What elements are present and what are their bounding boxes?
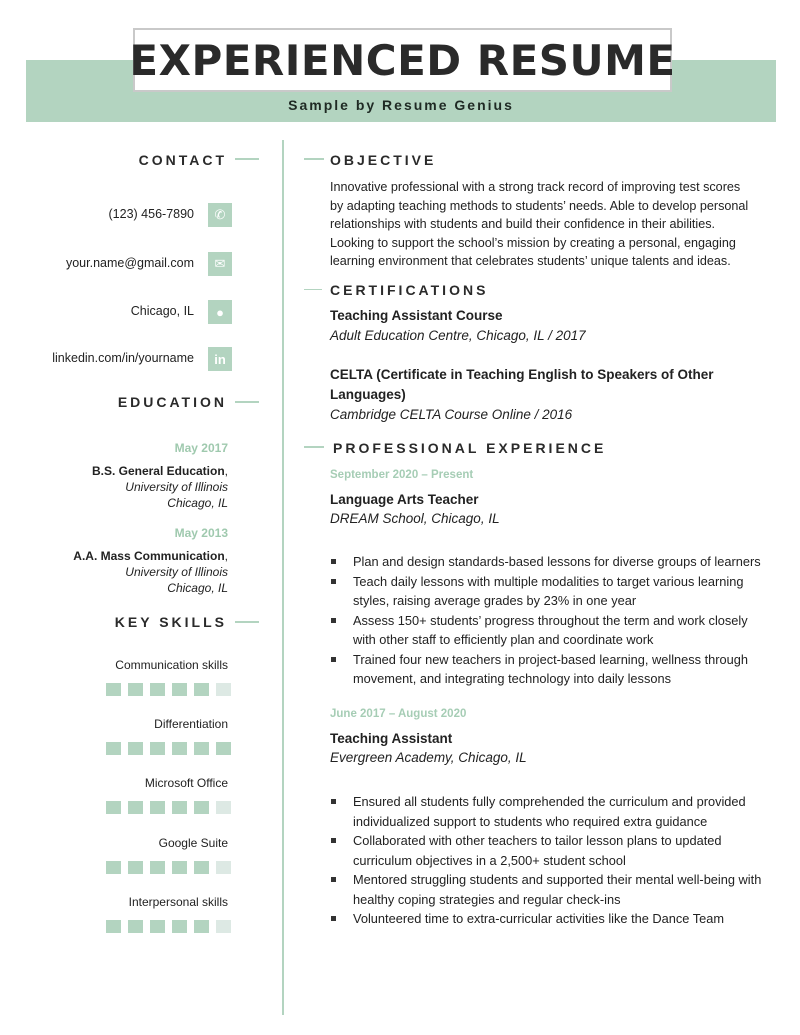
- skill-level-filled: [150, 683, 165, 696]
- bullet-text: Assess 150+ students’ progress throughout the term and work closely with other staff to efficiently plan and coordinate work: [353, 612, 748, 647]
- job-title: Language Arts Teacher: [330, 492, 479, 507]
- linkedin-text[interactable]: linkedin.com/in/yourname: [52, 351, 194, 365]
- job-bullets: [330, 552, 770, 689]
- skills-heading-dash: [235, 621, 259, 623]
- email-text[interactable]: your.name@gmail.com: [65, 256, 194, 270]
- bullet-marker: [331, 657, 336, 662]
- experience-heading: PROFESSIONAL EXPERIENCE: [333, 440, 607, 456]
- certifications-heading-dash: [304, 289, 322, 290]
- skill-level-filled: [128, 742, 143, 755]
- contact-location: [0, 300, 232, 324]
- skill-level-filled: [216, 742, 231, 755]
- job-bullet: [330, 870, 770, 909]
- skill-level-bar: [106, 861, 231, 874]
- skill-level-filled: [150, 920, 165, 933]
- certifications-heading: CERTIFICATIONS: [330, 282, 489, 298]
- skill-level-filled: [194, 683, 209, 696]
- bullet-marker: [331, 916, 336, 921]
- skill-level-filled: [194, 861, 209, 874]
- skill-name: Interpersonal skills: [128, 895, 228, 909]
- experience-heading-dash: [304, 446, 324, 448]
- skill-level-bar: [106, 742, 231, 755]
- column-divider: [282, 140, 284, 1015]
- skill-level-empty: [216, 920, 231, 933]
- skill-item: [0, 895, 228, 909]
- skill-level-bar: [106, 801, 231, 814]
- skill-level-filled: [194, 801, 209, 814]
- contact-heading-dash: [235, 158, 259, 160]
- objective-text: Innovative professional with a strong track record of improving test scores by adapting teaching methods to students’ needs. Able to develop personal relationships with students and build their confidence in their abilities. Looking to support the school’s mission by creating a personal, engaging learning environment that celebrates students’ unique talents and ideas.: [330, 180, 749, 268]
- skill-level-filled: [106, 861, 121, 874]
- skill-level-filled: [106, 683, 121, 696]
- skill-level-empty: [216, 683, 231, 696]
- skill-name: Google Suite: [158, 836, 228, 850]
- education-school: University of Illinois: [125, 565, 228, 579]
- skill-level-filled: [128, 920, 143, 933]
- job-bullet: [330, 572, 770, 611]
- email-icon: ✉: [208, 252, 232, 276]
- skill-name: Communication skills: [115, 658, 228, 672]
- education-entry: [0, 525, 228, 596]
- contact-linkedin: [0, 347, 232, 371]
- skill-level-filled: [194, 920, 209, 933]
- certification-title: Teaching Assistant Course: [330, 308, 503, 323]
- linkedin-icon: in: [208, 347, 232, 371]
- skill-level-filled: [150, 742, 165, 755]
- job-organization: Evergreen Academy, Chicago, IL: [330, 750, 527, 765]
- job-dates: June 2017 – August 2020: [330, 708, 467, 720]
- skill-level-empty: [216, 861, 231, 874]
- bullet-marker: [331, 618, 336, 623]
- job-dates: September 2020 – Present: [330, 469, 474, 481]
- contact-phone: [0, 203, 232, 227]
- skill-level-filled: [106, 742, 121, 755]
- phone-icon: ✆: [208, 203, 232, 227]
- education-heading: EDUCATION: [117, 394, 227, 410]
- education-degree: B.S. General Education: [91, 464, 225, 478]
- certification-detail: Cambridge CELTA Course Online / 2016: [330, 407, 573, 422]
- job-bullet: [330, 650, 770, 689]
- education-degree-line: B.S. General Education,: [91, 464, 228, 478]
- job-title: Teaching Assistant: [330, 731, 453, 746]
- objective-heading: OBJECTIVE: [330, 152, 437, 168]
- education-degree-line: A.A. Mass Communication,: [73, 549, 228, 563]
- education-date: May 2013: [174, 526, 228, 540]
- bullet-marker: [331, 838, 336, 843]
- skill-level-filled: [194, 742, 209, 755]
- skill-name: Differentiation: [154, 717, 228, 731]
- bullet-marker: [331, 559, 336, 564]
- skill-item: [0, 717, 228, 731]
- skill-level-filled: [172, 801, 187, 814]
- objective-heading-dash: [304, 158, 324, 160]
- certification-detail: Adult Education Centre, Chicago, IL / 2017: [330, 328, 586, 343]
- job-bullet: [330, 792, 770, 831]
- bullet-text: Mentored struggling students and supported their mental well-being with healthy coping strategies and regular check-ins: [353, 872, 762, 907]
- education-degree: A.A. Mass Communication: [73, 549, 225, 563]
- certification-title: CELTA (Certificate in Teaching English to Speakers of Other Languages): [330, 367, 714, 402]
- skill-level-filled: [128, 801, 143, 814]
- contact-heading: CONTACT: [138, 152, 227, 168]
- bullet-marker: [331, 579, 336, 584]
- resume-subtitle: Sample by Resume Genius: [288, 97, 514, 113]
- skill-level-filled: [128, 861, 143, 874]
- bullet-text: Trained four new teachers in project-based learning, wellness through movement, and integrating technology into daily lessons: [353, 651, 749, 686]
- bullet-text: Collaborated with other teachers to tailor lesson plans to updated curriculum objectives in a 2,500+ student school: [353, 833, 722, 868]
- resume-title: EXPERIENCED RESUME: [129, 35, 676, 85]
- skill-level-filled: [150, 801, 165, 814]
- certification-item: [330, 306, 750, 346]
- skills-heading: KEY SKILLS: [114, 614, 227, 630]
- skill-level-bar: [106, 683, 231, 696]
- location-text: Chicago, IL: [130, 304, 194, 318]
- bullet-text: Teach daily lessons with multiple modalities to target various learning styles, raising average grades by 23% in one year: [353, 573, 744, 608]
- education-location: Chicago, IL: [167, 581, 228, 595]
- job-bullet: [330, 552, 770, 572]
- contact-email: [0, 252, 232, 276]
- skill-level-filled: [128, 683, 143, 696]
- education-entry: [0, 440, 228, 511]
- skill-level-empty: [216, 801, 231, 814]
- skill-level-filled: [172, 683, 187, 696]
- skill-item: [0, 658, 228, 672]
- job-bullet: [330, 831, 770, 870]
- skill-name: Microsoft Office: [144, 776, 228, 790]
- skill-level-filled: [106, 920, 121, 933]
- location-pin-icon: ●: [208, 300, 232, 324]
- bullet-text: Plan and design standards-based lessons for diverse groups of learners: [353, 554, 761, 569]
- skill-item: [0, 776, 228, 790]
- bullet-text: Volunteered time to extra-curricular activities like the Dance Team: [353, 911, 725, 926]
- education-location: Chicago, IL: [167, 496, 228, 510]
- bullet-marker: [331, 799, 336, 804]
- skill-level-filled: [172, 742, 187, 755]
- skill-level-filled: [172, 861, 187, 874]
- job-bullets: [330, 792, 770, 929]
- education-date: May 2017: [174, 441, 228, 455]
- job-bullet: [330, 611, 770, 650]
- skill-level-bar: [106, 920, 231, 933]
- skill-item: [0, 836, 228, 850]
- phone-text[interactable]: (123) 456-7890: [108, 207, 194, 221]
- bullet-marker: [331, 877, 336, 882]
- education-school: University of Illinois: [125, 480, 228, 494]
- skill-level-filled: [150, 861, 165, 874]
- bullet-text: Ensured all students fully comprehended the curriculum and provided individualized support to students who required extra guidance: [353, 794, 746, 829]
- job-organization: DREAM School, Chicago, IL: [330, 511, 500, 526]
- skill-level-filled: [106, 801, 121, 814]
- job-bullet: [330, 909, 770, 929]
- title-box: [129, 28, 676, 92]
- certification-item: [330, 365, 750, 425]
- skill-level-filled: [172, 920, 187, 933]
- education-heading-dash: [235, 401, 259, 403]
